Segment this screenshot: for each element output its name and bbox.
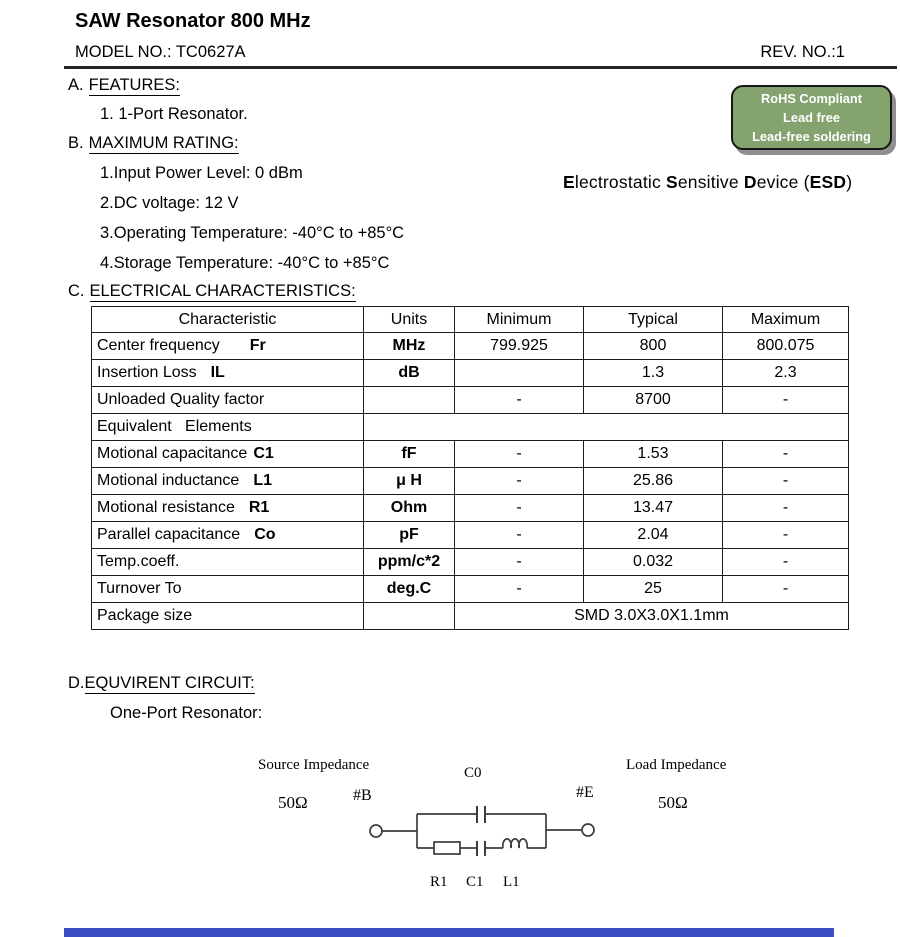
table-row: [92, 549, 849, 576]
cell-typical: 1.53: [584, 441, 723, 468]
section-b-heading: [68, 134, 239, 153]
inductor-l1: [503, 839, 527, 848]
cell-characteristic: [92, 468, 364, 495]
cell-minimum: -: [455, 522, 584, 549]
table-row: [92, 468, 849, 495]
esd-seg: D: [743, 172, 757, 192]
load-impedance-value: 50Ω: [658, 793, 688, 812]
cell-characteristic: Turnover To: [92, 576, 364, 603]
c1-label: C1: [466, 874, 484, 890]
table-row: [92, 495, 849, 522]
cell-units: Ohm: [364, 495, 455, 522]
characteristic-symbol: L1: [253, 472, 272, 489]
cell-typical: 8700: [584, 387, 723, 414]
section-a-title: FEATURES:: [88, 76, 180, 94]
cell-minimum: -: [455, 549, 584, 576]
section-d-subtitle: One-Port Resonator:: [110, 704, 263, 722]
section-c-label: C.: [68, 282, 85, 300]
cell-typical: 0.032: [584, 549, 723, 576]
characteristic-symbol: C1: [253, 445, 274, 462]
col-header-maximum: Maximum: [723, 307, 849, 333]
cell-units: dB: [364, 360, 455, 387]
rating-item-1: 1.Input Power Level: 0 dBm: [100, 164, 303, 182]
cell-maximum: -: [723, 495, 849, 522]
cell-units: pF: [364, 522, 455, 549]
section-b-label: B.: [68, 134, 84, 152]
table-row: [92, 414, 849, 441]
equivalent-circuit-diagram: [330, 750, 630, 880]
characteristic-symbol: IL: [210, 364, 225, 381]
table-row: [92, 603, 849, 630]
rohs-badge-line-1: RoHS Compliant: [761, 90, 862, 106]
r1-label: R1: [430, 874, 448, 890]
col-header-minimum: Minimum: [455, 307, 584, 333]
footer-bar: [64, 928, 834, 937]
cell-units: [364, 387, 455, 414]
esd-seg: evice (: [756, 172, 810, 192]
node-e-label: #E: [576, 784, 594, 801]
cell-minimum: -: [455, 576, 584, 603]
characteristic-symbol: Co: [254, 526, 276, 543]
section-a-label: A.: [68, 76, 84, 94]
cell-minimum: -: [455, 441, 584, 468]
table-row: [92, 333, 849, 360]
esd-note: [563, 172, 852, 193]
characteristic-name: Parallel capacitance: [97, 526, 241, 543]
section-c-heading: [68, 282, 356, 301]
cell-minimum: -: [455, 387, 584, 414]
esd-seg: ensitive: [677, 172, 744, 192]
terminal-left: [370, 825, 382, 837]
rohs-badge-line-3: Lead-free soldering: [752, 129, 871, 145]
cell-units: deg.C: [364, 576, 455, 603]
cell-maximum: -: [723, 576, 849, 603]
esd-seg: S: [665, 172, 678, 192]
revision-number: REV. NO.:1: [760, 43, 845, 61]
table-row: [92, 522, 849, 549]
characteristic-name: Motional capacitance: [97, 445, 248, 462]
cell-typical: 25.86: [584, 468, 723, 495]
cell-characteristic: Equivalent Elements: [92, 414, 364, 441]
cell-units: MHz: [364, 333, 455, 360]
header-divider: [64, 66, 897, 69]
rating-item-2: 2.DC voltage: 12 V: [100, 194, 239, 212]
esd-seg: E: [563, 172, 575, 192]
cell-typical: 1.3: [584, 360, 723, 387]
cell-characteristic: [92, 522, 364, 549]
cell-typical: 800: [584, 333, 723, 360]
cell-typical: 13.47: [584, 495, 723, 522]
section-d-title: EQUVIRENT CIRCUIT:: [84, 674, 255, 692]
c0-label: C0: [464, 765, 482, 781]
cell-typical: 2.04: [584, 522, 723, 549]
characteristic-name: Motional inductance: [97, 472, 240, 489]
cell-units: μ H: [364, 468, 455, 495]
cell-characteristic: Unloaded Quality factor: [92, 387, 364, 414]
rohs-badge-line-2: Lead free: [783, 109, 840, 125]
esd-seg: ): [846, 172, 853, 192]
load-impedance-label: Load Impedance: [626, 757, 727, 773]
cell-package-size: SMD 3.0X3.0X1.1mm: [455, 603, 849, 630]
cell-characteristic: Temp.coeff.: [92, 549, 364, 576]
cell-typical: 25: [584, 576, 723, 603]
table-row: [92, 576, 849, 603]
table-header-row: [92, 307, 849, 333]
col-header-units: Units: [364, 307, 455, 333]
cell-minimum: -: [455, 468, 584, 495]
cell-merged-empty: [364, 414, 849, 441]
l1-label: L1: [503, 874, 520, 890]
model-number: MODEL NO.: TC0627A: [75, 43, 246, 61]
cell-maximum: 800.075: [723, 333, 849, 360]
rating-item-4: 4.Storage Temperature: -40°C to +85°C: [100, 254, 390, 272]
characteristic-name: Center frequency: [97, 337, 220, 354]
node-b-label: #B: [353, 787, 372, 804]
section-d-heading: [68, 674, 255, 693]
page-title: SAW Resonator 800 MHz: [75, 10, 311, 32]
section-d-label: D.: [68, 674, 85, 692]
rating-item-3: 3.Operating Temperature: -40°C to +85°C: [100, 224, 405, 242]
cell-minimum: 799.925: [455, 333, 584, 360]
cell-maximum: 2.3: [723, 360, 849, 387]
characteristic-name: Motional resistance: [97, 499, 235, 516]
table-row: [92, 387, 849, 414]
source-impedance-value: 50Ω: [278, 793, 308, 812]
cell-maximum: -: [723, 387, 849, 414]
col-header-characteristic: Characteristic: [92, 307, 364, 333]
esd-seg: lectrostatic: [574, 172, 666, 192]
cell-maximum: -: [723, 549, 849, 576]
cell-units: fF: [364, 441, 455, 468]
cell-characteristic: Package size: [92, 603, 364, 630]
cell-units: [364, 603, 455, 630]
cell-characteristic: [92, 360, 364, 387]
terminal-right: [582, 824, 594, 836]
characteristic-symbol: Fr: [249, 337, 266, 354]
characteristic-symbol: R1: [248, 499, 270, 516]
section-c-title: ELECTRICAL CHARACTERISTICS:: [89, 282, 356, 300]
section-a-heading: [68, 76, 180, 95]
cell-characteristic: [92, 441, 364, 468]
characteristic-name: Insertion Loss: [97, 364, 197, 381]
cell-minimum: [455, 360, 584, 387]
cell-maximum: -: [723, 468, 849, 495]
rohs-badge: [731, 85, 892, 150]
cell-characteristic: [92, 495, 364, 522]
table-row: [92, 441, 849, 468]
cell-maximum: -: [723, 522, 849, 549]
cell-characteristic: [92, 333, 364, 360]
feature-item-1: 1. 1-Port Resonator.: [100, 105, 248, 123]
source-impedance-label: Source Impedance: [258, 757, 370, 773]
col-header-typical: Typical: [584, 307, 723, 333]
cell-minimum: -: [455, 495, 584, 522]
cell-units: ppm/c*2: [364, 549, 455, 576]
cell-maximum: -: [723, 441, 849, 468]
table-row: [92, 360, 849, 387]
resistor-r1: [434, 842, 460, 854]
section-b-title: MAXIMUM RATING:: [88, 134, 239, 152]
esd-seg: ESD: [809, 172, 847, 192]
electrical-characteristics-table: [91, 306, 849, 630]
